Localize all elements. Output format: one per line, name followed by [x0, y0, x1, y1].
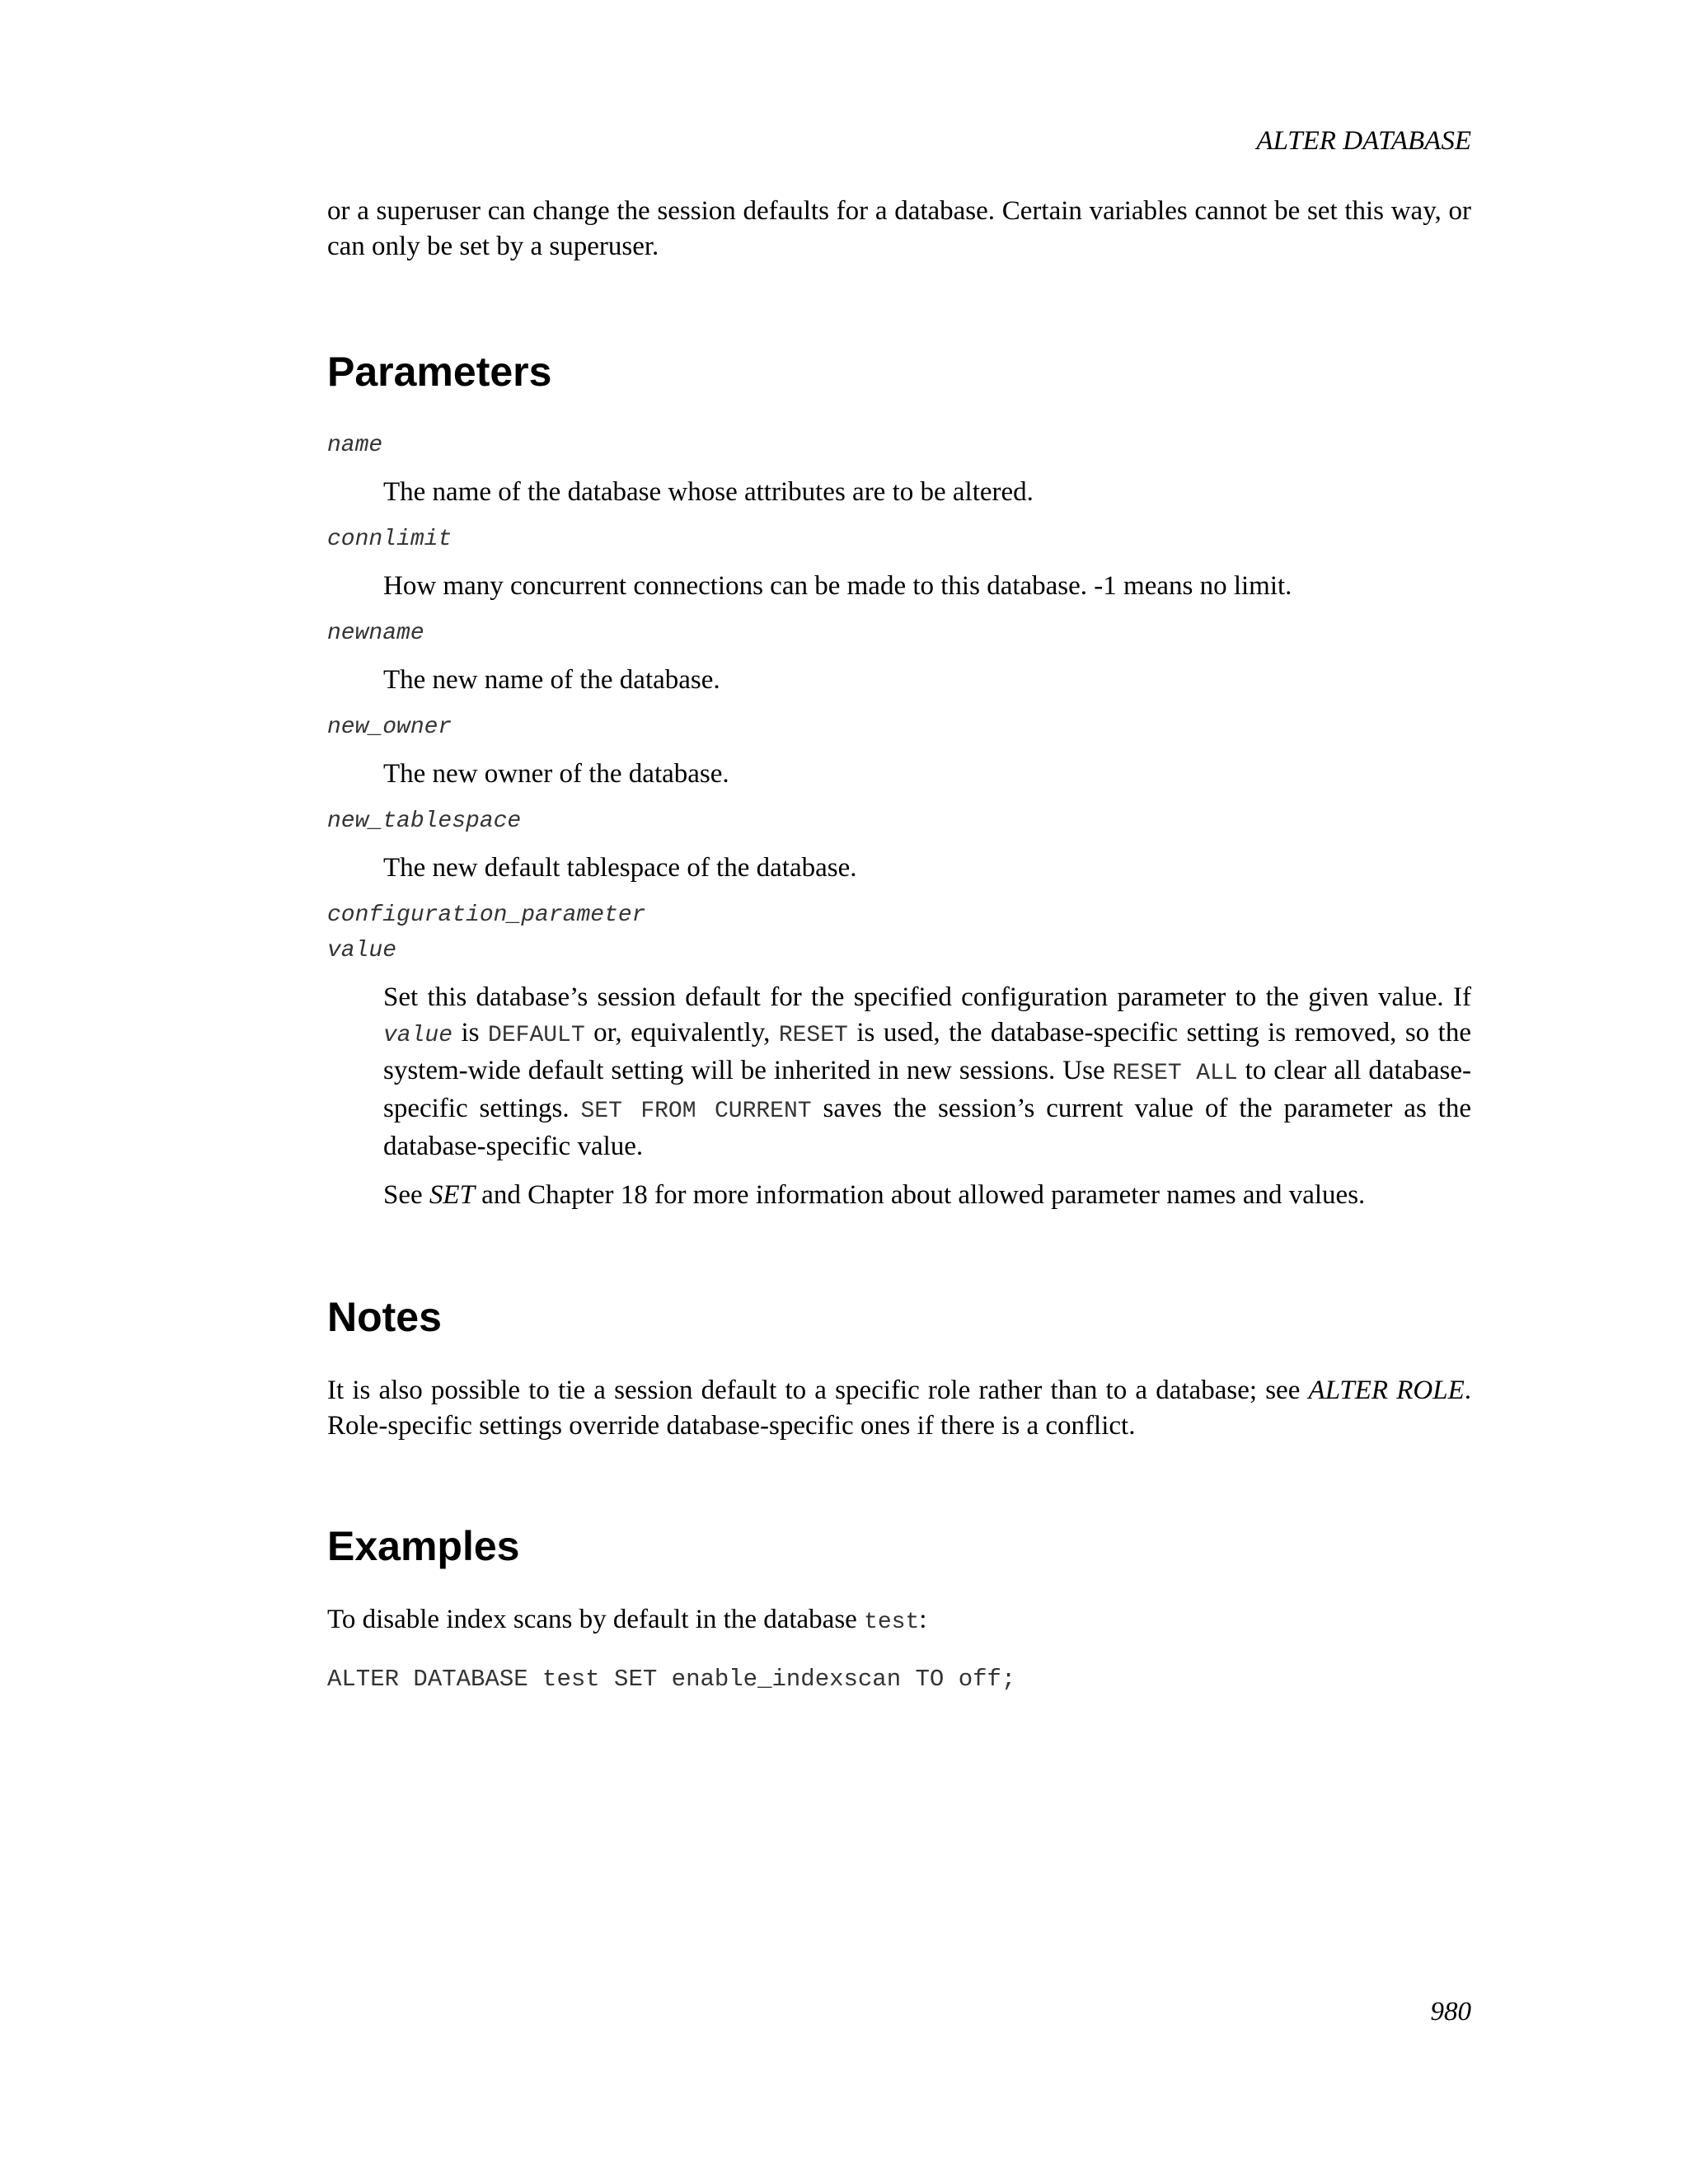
param-desc-connlimit: How many concurrent connections can be made to this database. -1 means no limit.	[383, 571, 1292, 601]
examples-heading: Examples	[327, 1523, 520, 1569]
link-set[interactable]: SET	[429, 1180, 475, 1210]
inline-code-test: test	[864, 1610, 920, 1635]
param-desc-config: Set this database’s session default for the specified configuration parameter to the given value. If value is DEFAULT or, equivalently, RESET is used, the database-specific setting is removed, so the system-wide default setting will be inherited in new sessions. Use RESET ALL to clear all database-specific settings. SET FROM CURRENT saves the session’s current value of the parameter as the database-specific value.	[383, 982, 1472, 1161]
notes-paragraph: It is also possible to tie a session default to a specific role rather than to a database; see ALTER ROLE. Role-specific settings override database-specific ones if there is a conflict.	[327, 1376, 1471, 1441]
param-desc-new-owner: The new owner of the database.	[383, 759, 729, 789]
page-content	[327, 194, 1471, 1697]
param-term-configuration-parameter: configuration_parameter	[327, 902, 646, 928]
examples-intro: To disable index scans by default in the database test:	[327, 1605, 927, 1635]
notes-heading: Notes	[327, 1294, 442, 1340]
inline-code-reset: RESET	[778, 1023, 848, 1048]
parameters-heading: Parameters	[327, 349, 552, 395]
param-term-new-owner: new_owner	[327, 715, 452, 740]
inline-var-value: value	[383, 1023, 453, 1048]
link-alter-role[interactable]: ALTER ROLE	[1308, 1376, 1465, 1405]
running-header: ALTER DATABASE	[1256, 126, 1471, 156]
param-term-newname: newname	[327, 621, 424, 646]
intro-paragraph: or a superuser can change the session defaults for a database. Certain variables cannot be set this way, or can only be set by a superuser.	[327, 196, 1471, 261]
param-term-value: value	[327, 938, 397, 963]
param-term-new-tablespace: new_tablespace	[327, 808, 522, 834]
inline-code-reset-all: RESET ALL	[1112, 1061, 1238, 1086]
param-desc-newname: The new name of the database.	[383, 665, 720, 695]
param-desc-name: The name of the database whose attributes are to be altered.	[383, 477, 1034, 507]
inline-code-default: DEFAULT	[488, 1023, 585, 1048]
inline-code-set-from-current: SET FROM CURRENT	[580, 1099, 812, 1124]
param-term-name: name	[327, 433, 383, 458]
param-desc-config-see-also: See SET and Chapter 18 for more information about allowed parameter names and values.	[383, 1180, 1366, 1210]
code-example: ALTER DATABASE test SET enable_indexscan TO off;	[327, 1666, 1016, 1693]
page-number: 980	[1430, 1997, 1471, 2027]
param-desc-new-tablespace: The new default tablespace of the database.	[383, 853, 857, 883]
parameter-list	[327, 428, 1471, 1213]
param-term-connlimit: connlimit	[327, 527, 452, 552]
